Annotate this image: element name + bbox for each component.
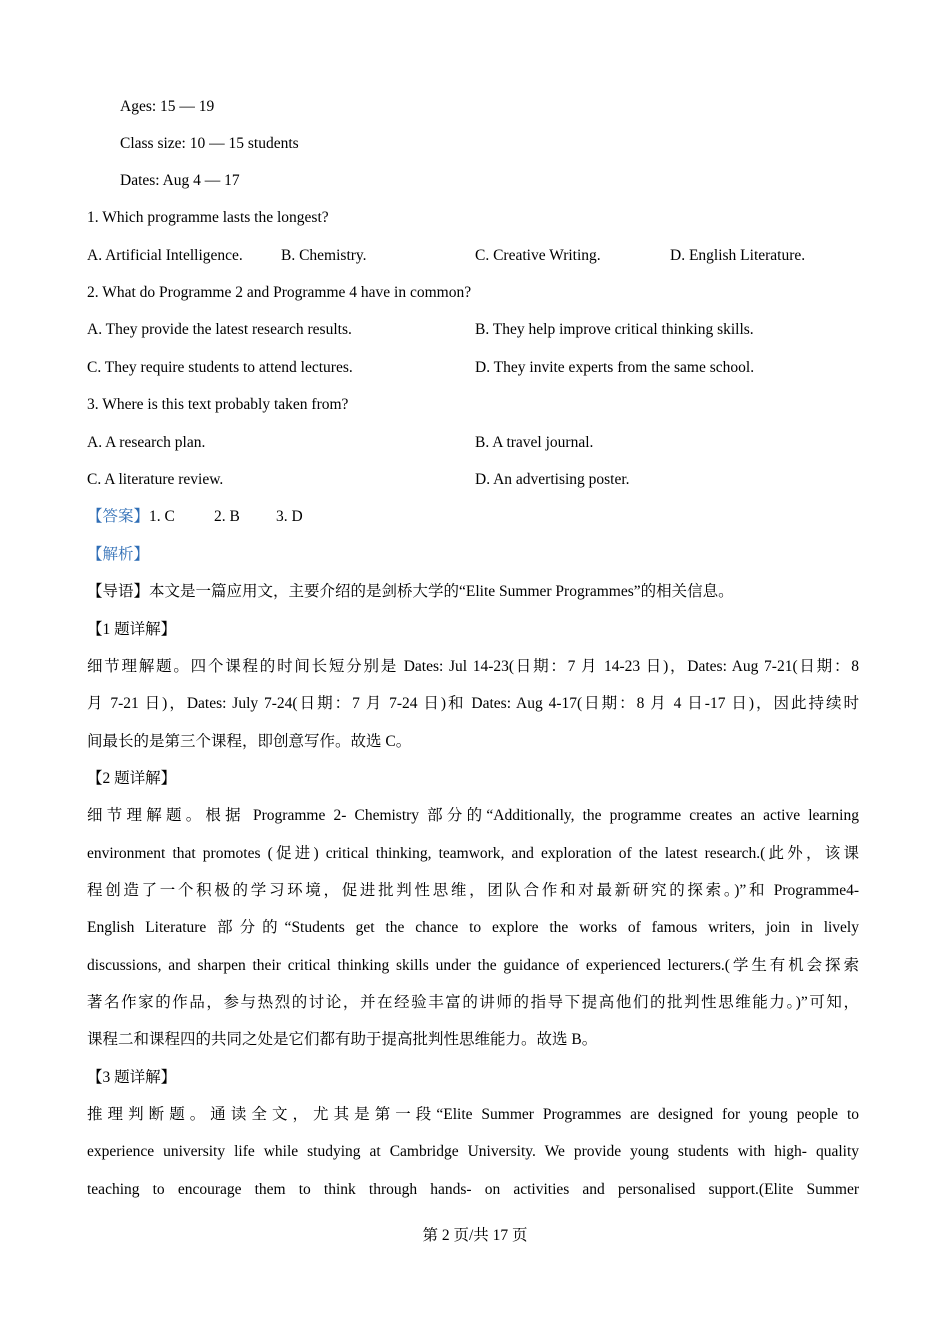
q3-detail-line-1: 推理判断题。通读全文，尤其是第一段“Elite Summer Programmes are designed for young people to <box>87 1106 859 1123</box>
q1-option-b: B. Chemistry. <box>281 247 367 264</box>
q2-option-a: A. They provide the latest research results. <box>87 321 352 338</box>
q1-option-d: D. English Literature. <box>670 247 806 264</box>
intro-text: 【导语】本文是一篇应用文，主要介绍的是剑桥大学的“Elite Summer Programmes”的相关信息。 <box>87 583 734 600</box>
q2-option-c: C. They require students to attend lectures. <box>87 359 353 376</box>
q2-detail-line-3: 程创造了一个积极的学习环境，促进批判性思维，团队合作和对最新研究的探索。)”和 Programme4- <box>87 882 859 899</box>
q2-option-d: D. They invite experts from the same school. <box>475 359 755 376</box>
answer-1: 1. C <box>149 508 175 525</box>
answer-label: 【答案】 <box>87 508 150 525</box>
q2-detail-line-2: environment that promotes (促进) critical thinking, teamwork, and exploration of the latest research.(此外，该课 <box>87 845 860 862</box>
question-2-stem: 2. What do Programme 2 and Programme 4 have in common? <box>87 284 472 301</box>
q1-detail-line-3: 间最长的是第三个课程，即创意写作。故选 C。 <box>87 733 412 750</box>
q2-detail-line-4: English Literature 部分的“Students get the chance to explore the works of famous writers, join in lively <box>87 919 859 936</box>
q2-option-b: B. They help improve critical thinking skills. <box>475 321 754 338</box>
q1-detail-line-2: 月 7-21 日)，Dates: July 7-24(日期：7 月 7-24 日)和 Dates: Aug 4-17(日期：8 月 4 日-17 日)，因此持续时 <box>87 695 859 712</box>
q3-detail-line-2: experience university life while studying at Cambridge University. We provide young students with high- quality <box>87 1143 859 1160</box>
q3-detail-heading: 【3 题详解】 <box>87 1069 177 1086</box>
answer-2: 2. B <box>214 508 240 525</box>
q3-option-c: C. A literature review. <box>87 471 224 488</box>
q1-detail-line-1: 细节理解题。四个课程的时间长短分别是 Dates: Jul 14-23(日期：7 月 14-23 日)，Dates: Aug 7-21(日期：8 <box>87 658 859 675</box>
analysis-label: 【解析】 <box>87 546 150 563</box>
ages-line: Ages: 15 — 19 <box>120 98 215 115</box>
q2-detail-line-7: 课程二和课程四的共同之处是它们都有助于提高批判性思维能力。故选 B。 <box>87 1031 598 1048</box>
class-size-line: Class size: 10 — 15 students <box>120 135 299 152</box>
q3-option-a: A. A research plan. <box>87 434 206 451</box>
q3-detail-line-3: teaching to encourage them to think through hands- on activities and personalised support.(Elite Summer <box>87 1181 859 1198</box>
question-1-stem: 1. Which programme lasts the longest? <box>87 209 329 226</box>
q1-detail-heading: 【1 题详解】 <box>87 621 177 638</box>
answer-3: 3. D <box>276 508 303 525</box>
q2-detail-line-5: discussions, and sharpen their critical thinking skills under the guidance of experienced lecturers.(学生有机会探索 <box>87 957 859 974</box>
q2-detail-heading: 【2 题详解】 <box>87 770 177 787</box>
q3-option-b: B. A travel journal. <box>475 434 594 451</box>
q1-option-a: A. Artificial Intelligence. <box>87 247 243 264</box>
question-3-stem: 3. Where is this text probably taken from? <box>87 396 349 413</box>
q2-detail-line-1: 细节理解题。根据 Programme 2- Chemistry 部分的“Additionally, the programme creates an active learning <box>87 807 859 824</box>
answer-line <box>87 507 175 527</box>
dates-line: Dates: Aug 4 — 17 <box>120 172 240 189</box>
q2-detail-line-6: 著名作家的作品，参与热烈的讨论，并在经验丰富的讲师的指导下提高他们的批判性思维能力。)”可知， <box>87 994 859 1011</box>
page-footer: 第 2 页/共 17 页 <box>422 1227 528 1244</box>
q1-option-c: C. Creative Writing. <box>475 247 601 264</box>
q3-option-d: D. An advertising poster. <box>475 471 630 488</box>
